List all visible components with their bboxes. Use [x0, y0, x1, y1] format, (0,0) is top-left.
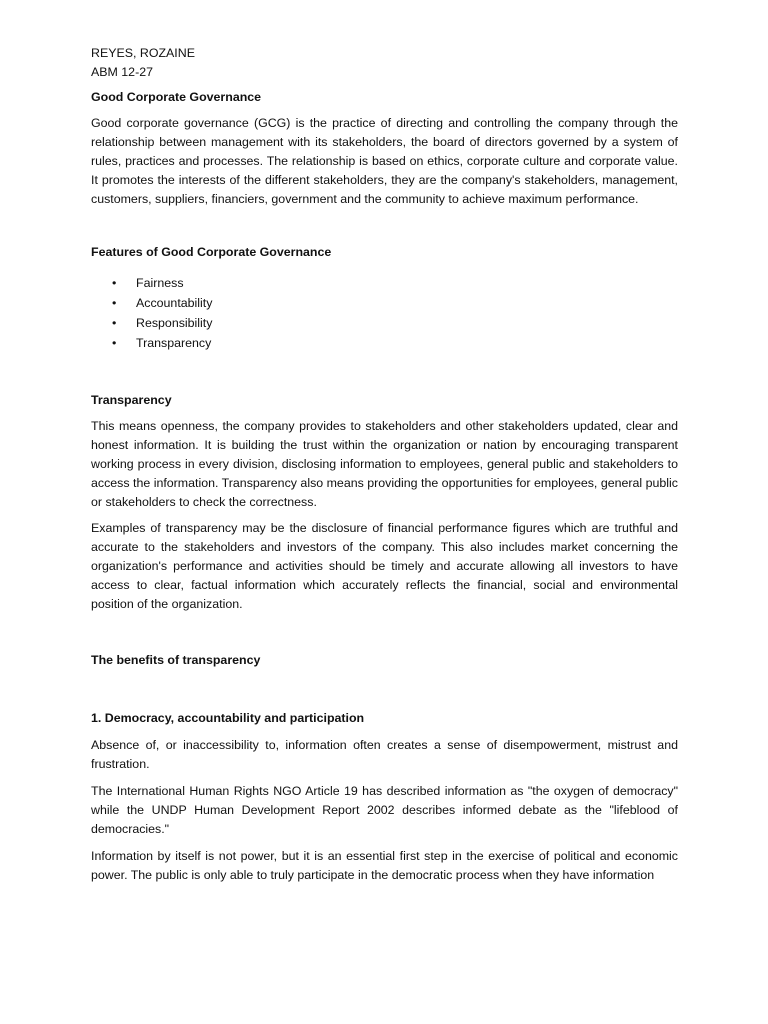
list-item: • Responsibility	[91, 313, 678, 333]
features-heading: Features of Good Corporate Governance	[91, 245, 332, 259]
transparency-paragraph-1: This means openness, the company provides to stakeholders and other stakeholders updated, clear and honest information. It is building the trust within the organization or nation by encouraging transparent working process in every division, disclosing information to employees, general public and stakeholders to access the information. Transparency also means providing the opportunities for employees, general public or stakeholders to check the correctness.	[91, 419, 678, 509]
transparency-paragraph-2: Examples of transparency may be the disclosure of financial performance figures which are truthful and accurate to the stakeholders and investors of the company. This also includes market concerning the organization's performance and activities should be timely and accurate allowing all investors to have access to clear, factual information which accurately reflects the financial, social and environmental position of the organization.	[91, 521, 678, 611]
author-name: REYES, ROZAINE	[91, 46, 195, 60]
intro-paragraph: Good corporate governance (GCG) is the practice of directing and controlling the company through the relationship between management with its stakeholders, the board of directors governed by a system of rules, practices and processes. The relationship is based on ethics, corporate culture and corporate value. It promotes the interests of the different stakeholders, they are the company's stakeholders, management, customers, suppliers, financiers, government and the community to achieve maximum performance.	[91, 116, 678, 206]
bullet-icon: •	[112, 276, 117, 290]
bullet-icon: •	[112, 316, 117, 330]
list-item: • Transparency	[91, 333, 678, 353]
author-section: ABM 12-27	[91, 65, 153, 79]
list-item: • Fairness	[91, 273, 678, 293]
bullet-icon: •	[112, 296, 117, 310]
benefits-paragraph-1: Absence of, or inaccessibility to, information often creates a sense of disempowerment, mistrust and frustration.	[91, 738, 678, 771]
benefits-heading: The benefits of transparency	[91, 653, 261, 667]
benefit-subheading-1: 1. Democracy, accountability and participation	[91, 711, 365, 725]
benefits-paragraph-2: The International Human Rights NGO Article 19 has described information as "the oxygen of democracy" while the UNDP Human Development Report 2002 describes informed debate as the "lifeblood of democracies."	[91, 784, 678, 836]
document-title: Good Corporate Governance	[91, 90, 262, 104]
transparency-heading: Transparency	[91, 393, 172, 407]
benefits-paragraph-3: Information by itself is not power, but it is an essential first step in the exercise of political and economic power. The public is only able to truly participate in the democratic process when they have information	[91, 849, 678, 882]
bullet-icon: •	[112, 336, 117, 350]
list-item: • Accountability	[91, 293, 678, 313]
features-list	[91, 273, 678, 353]
